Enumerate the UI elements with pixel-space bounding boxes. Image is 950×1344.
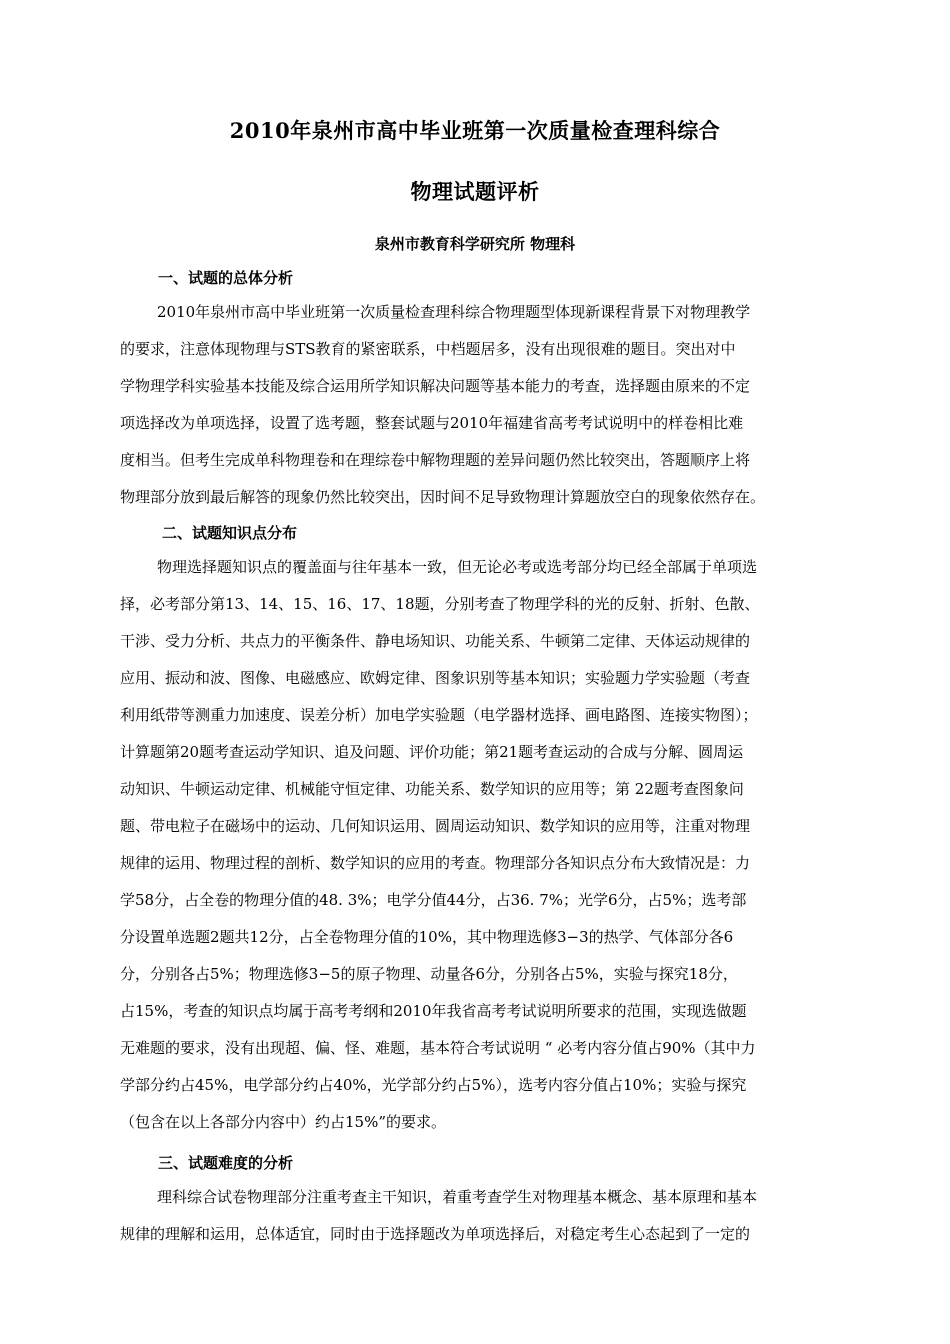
paragraph-line: （包含在以上各部分内容中）约占15%”的要求。: [120, 1113, 447, 1131]
document-title: 2010年泉州市高中毕业班第一次质量检查理科综合: [229, 118, 721, 143]
paragraph-line: 无难题的要求，没有出现超、偏、怪、难题，基本符合考试说明 “ 必考内容分值占90%（其中力: [120, 1039, 756, 1057]
paragraph-line: 利用纸带等测重力加速度、误差分析）加电学实验题（电学器材选择、画电路图、连接实物图）；: [120, 706, 758, 724]
paragraph-line: 动知识、牛顿运动定律、机械能守恒定律、功能关系、数学知识的应用等；第 22题考查图象问: [120, 780, 744, 798]
section-heading: 三、试题难度的分析: [158, 1154, 294, 1172]
paragraph-line: 规律的运用、物理过程的剖析、数学知识的应用的考查。物理部分各知识点分布大致情况是：力: [120, 854, 751, 872]
paragraph-line: 物理选择题知识点的覆盖面与往年基本一致，但无论必考或选考部分均已经全部属于单项选: [157, 558, 758, 576]
paragraph-line: 学物理学科实验基本技能及综合运用所学知识解决问题等基本能力的考查，选择题由原来的不定: [120, 377, 751, 395]
section-heading: 一、试题的总体分析: [158, 269, 294, 287]
paragraph-line: 项选择改为单项选择，设置了选考题，整套试题与2010年福建省高考考试说明中的样卷相比难: [120, 414, 744, 432]
paragraph-line: 物理部分放到最后解答的现象仍然比较突出，因时间不足导致物理计算题放空白的现象依然存在。: [120, 488, 766, 506]
paragraph-line: 应用、振动和波、图像、电磁感应、欧姆定律、图象识别等基本知识；实验题力学实验题（考查: [120, 669, 751, 687]
paragraph-line: 度相当。但考生完成单科物理卷和在理综卷中解物理题的差异问题仍然比较突出，答题顺序上将: [120, 451, 751, 469]
paragraph-line: 规律的理解和运用，总体适宜，同时由于选择题改为单项选择后，对稳定考生心态起到了一定的: [120, 1225, 751, 1243]
paragraph-line: 学部分约占45%，电学部分约占40%，光学部分约占5%），选考内容分值占10%；实验与探究: [120, 1076, 747, 1094]
paragraph-line: 分设置单选题2题共12分，占全卷物理分值的10%，其中物理选修3−3的热学、气体部分各6: [120, 928, 734, 946]
paragraph-line: 占15%，考查的知识点均属于高考考纲和2010年我省高考考试说明所要求的范围，实现选做题: [120, 1002, 747, 1020]
document-author: 泉州市教育科学研究所 物理科: [374, 235, 576, 253]
paragraph-line: 题、带电粒子在磁场中的运动、几何知识运用、圆周运动知识、数学知识的应用等，注重对物理: [120, 817, 751, 835]
paragraph-line: 2010年泉州市高中毕业班第一次质量检查理科综合物理题型体现新课程背景下对物理教学: [157, 303, 751, 321]
paragraph-line: 的要求，注意体现物理与STS教育的紧密联系，中档题居多，没有出现很难的题目。突出对中: [120, 340, 736, 358]
paragraph-line: 分，分别各占5%；物理选修3−5的原子物理、动量各6分，分别各占5%，实验与探究18分，: [120, 965, 738, 983]
paragraph-line: 理科综合试卷物理部分注重考查主干知识，着重考查学生对物理基本概念、基本原理和基本: [157, 1188, 758, 1206]
section-heading: 二、试题知识点分布: [162, 524, 298, 542]
paragraph-line: 学58分，占全卷的物理分值的48. 3%；电学分值44分，占36. 7%；光学6分，占5%；选考部: [120, 891, 747, 909]
paragraph-line: 择，必考部分第13、14、15、16、17、18题，分别考查了物理学科的光的反射、折射、色散、: [120, 595, 760, 613]
paragraph-line: 计算题第20题考查运动学知识、追及问题、评价功能；第21题考查运动的合成与分解、圆周运: [120, 743, 744, 761]
paragraph-line: 干涉、受力分析、共点力的平衡条件、静电场知识、功能关系、牛顿第二定律、天体运动规律的: [120, 632, 751, 650]
document-title-line2: 物理试题评析: [410, 179, 540, 204]
